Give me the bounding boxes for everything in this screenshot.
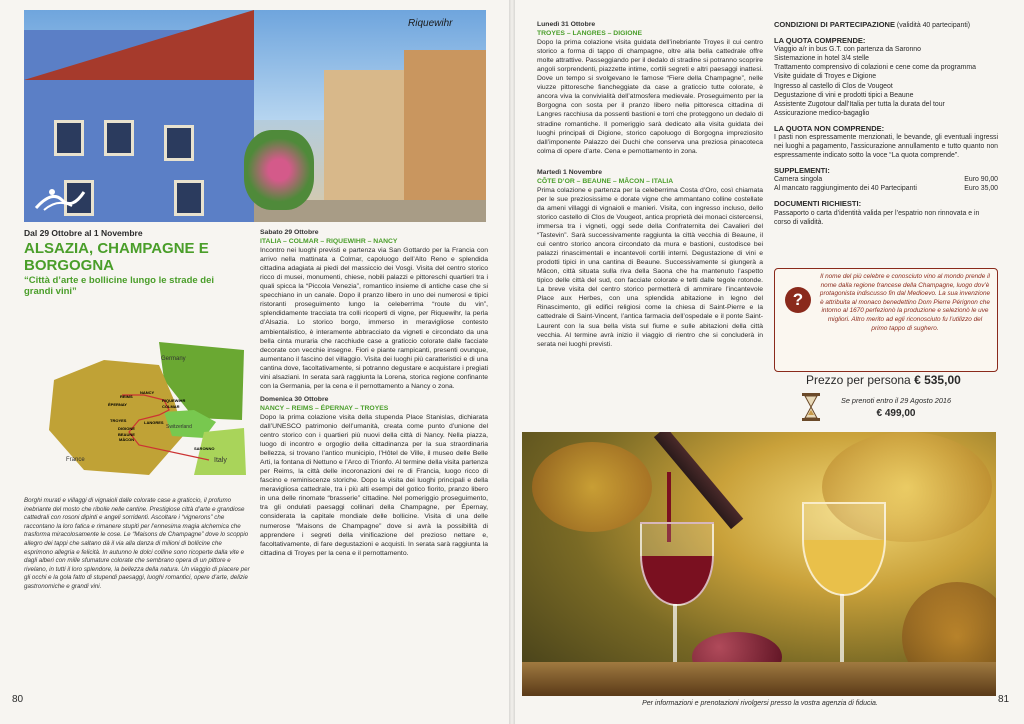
city-digione: DIGIONE [118,426,135,431]
include-item: Assistente Zugotour dall’Italia per tutta la durata del tour [774,100,945,108]
trivia-box [774,268,998,372]
excludes-heading: LA QUOTA NON COMPRENDE: [774,123,885,133]
include-item: Sistemazione in hotel 3/4 stelle [774,55,869,63]
supplement-row [774,175,998,184]
intro-text: Borghi murati e villaggi di vignaioli dalle colorate case a graticcio, il profumo inebriante del mosto che ribolle nelle cantine. Prestigiose città d’arte e grandiose cattedrali con rosoni dipinti e angeli sorridenti. Ascoltare i “vignerons” che raccontano la loro fatica e rimanere stupiti per l’ennesima magia alchemica che trasforma miracolosamente le cose. Le “Maisons de Champagne” dove lo scoppio allegro dei tappi che saltano dà il via alla danza di milioni di bollicine che esprimono allegria e felicità. In autunno le dolci colline sono ricoperte dalla vite e dagli alberi con mille sfumature colorate che sembrano opera di un pittore e rivelano, in tutti il loro splendore, la bellezza della natura. Un viaggio di piacere per gli occhi e la gola fatto di stupendi paesaggi, luoghi romantici, opere d’arte, delizie gastronomiche e grandi vini. [24,497,250,590]
price-line [806,373,961,387]
day3-text: Dopo la prima colazione visita guidata dell’inebriante Troyes il cui centro storico a forma di tappo di champagne, oltre alla bella cattedrale offre molte attrattive. Passeggiando per il dedalo di stradine si potranno scoprire angoli sorprendenti, piazzette intime, cortili segreti e altri paesaggi inattesi. Dove un tempo si svolgevano le famose “Fiere della Champagne”, nelle viuzze pittoresche fiancheggiate da case a graticcio tutte colorate, è ancora viva la convivialità dell’atmosfera medievale. Proseguimento per la Borgogna con sosta per il pranzo libero nella pittoresca cittadina di Langres racchiusa da possenti bastioni e torri che proteggono un dedalo di stradine romantiche. Il pomeriggio sarà dedicato alla visita guidata dei luoghi principali di Digione, storico capoluogo di Borgogna impreziosito dall’imponente Palazzo dei Duchi che conserva una preziosa pinacoteca colma di opere d’arte. Cena e pernottamento in zona. [537,39,763,155]
price-value: € 535,00 [914,373,961,387]
day3-route: TROYES – LANGRES – DIGIONE [537,30,642,38]
question-mark-icon: ? [785,287,811,313]
city-reims: REIMS [120,394,133,399]
supplement-value: Euro 35,00 [964,185,998,193]
city-nancy: NANCY [140,390,155,395]
trip-subtitle: “Città d’arte e bollicine lungo le strade dei grandi vini” [24,275,215,297]
map-label-italy: Italy [214,457,227,464]
city-macon: MÂCON [119,437,135,442]
include-item: Visite guidate di Troyes e Digione [774,73,877,81]
day4-route: CÔTE D’OR – BEAUNE – MÂCON – ITALIA [537,177,674,185]
itinerary-col-right [537,20,763,349]
early-booking-label: Se prenoti entro il 29 Agosto 2016 [840,396,952,405]
supplement-row [774,184,998,193]
include-item: Assicurazione medico-bagaglio [774,109,870,117]
day2-date: Domenica 30 Ottobre [260,395,329,403]
wine-photo [522,432,996,696]
conditions-note: (validità 40 partecipanti) [896,22,971,29]
docs-heading: DOCUMENTI RICHIESTI: [774,199,862,209]
conditions-section [774,20,998,227]
riquewihr-photo [24,10,486,222]
brand-logo-icon [32,182,88,214]
include-item: Trattamento comprensivo di colazioni e cene come da programma [774,64,976,72]
hourglass-icon [800,392,822,422]
city-beaune: BEAUNE [118,432,135,437]
early-booking-price: € 499,00 [876,408,916,419]
itinerary-col-left [260,228,488,558]
include-item: Ingresso al castello di Clos de Vougeot [774,82,893,90]
photo-caption: Riquewihr [408,18,453,29]
city-langres: LANGRES [144,420,164,425]
book-spine [509,0,515,724]
city-epernay: ÉPERNAY [108,402,127,407]
price-label: Prezzo per persona [806,373,911,387]
day1-route: ITALIA – COLMAR – RIQUEWIHR – NANCY [260,238,398,246]
trip-dates: Dal 29 Ottobre al 1 Novembre [24,228,143,238]
footer-note: Per informazioni e prenotazioni rivolgersi presso la vostra agenzia di fiducia. [642,700,878,707]
docs-text: Passaporto o carta d’identità valida per l’espatrio non rinnovata e in corso di validità. [774,209,980,226]
trivia-text: Il nome del più celebre e conosciuto vino al mondo prende il nome dalla regione francese della Champagne, luogo dov’è protagonista indiscusso fin dal Medioevo. La sua invenzione è attribuita al monaco benedettino Dom Pierre Pérignon che intorno al 1670 perfezionò la produzione e selezionò le uve migliori. Altro merito ad egli riconosciuto fu l’utilizzo del primo tappo di sughero. [819,273,991,332]
conditions-heading: CONDIZIONI DI PARTECIPAZIONE [774,20,895,29]
supplements-heading: SUPPLEMENTI: [774,166,830,176]
city-troyes: TROYES [110,418,127,423]
map-label-france: France [66,457,85,463]
city-riquewihr: RIQUEWIHR [162,398,186,403]
supplements-table [774,175,998,193]
supplement-label: Al mancato raggiungimento dei 40 Partecipanti [774,185,917,193]
include-item: Viaggio a/r in bus G.T. con partenza da Saronno [774,46,921,54]
page-number-right: 81 [998,694,1010,705]
day2-route: NANCY – REIMS – ÉPERNAY – TROYES [260,404,389,412]
includes-heading: LA QUOTA COMPRENDE: [774,36,866,46]
map-label-switzerland: Switzerland [166,424,192,430]
day2-text: Dopo la prima colazione visita della stupenda Place Stanislas, dichiarata dall’UNESCO patrimonio dell’umanità, creata come punto d’unione del centro storico con i quartieri più nuovi della città di Nancy. Nella piazza, luogo di incontro e orgoglio della cittadinanza per la sua straordinaria bellezza, si trovano l’antico municipio, l’Hôtel de Ville, il museo delle Belle Arti, la fontana di Nettuno e l’Arco di Trionfo. Al termine della visita partenza per Reims, la città delle incoronazioni dei re di Francia, luogo ricco di fascino e reminiscenze storiche. Dopo la visita dei luoghi principali e della meravigliosa cattedrale, tra i più alti esempi del gotico fiorito, pranzo libero in una delle rinomate “brasserie” cittadine. Nel pomeriggio proseguimento, tra gli ondulati paesaggi collinari della Champagne, per Épernay, considerata la capitale mondiale delle bollicine. Visita di una delle numerose “Maisons de Champagne” dove si avrà la possibilità di apprendere i segreti della vinificazione del prezioso nettare e, facoltativamente, di fare degustazioni e acquisti. In serata sarà raggiunta la cittadina di Troyes per la cena e il pernottamento. [260,413,488,557]
city-saronno: SARONNO [194,446,215,451]
page-number-left: 80 [12,694,24,705]
day1-date: Sabato 29 Ottobre [260,229,319,236]
day1-text: Incontro nei luoghi previsti e partenza via San Gottardo per la Francia con arrivo nella mattinata a Colmar, capoluogo dell’Alto Reno e splendida cittadina adagiata ai piedi del massiccio dei Vosgi. Visita del centro storico ricco di musei, monumenti, chiese, nobili palazzi e pittoreschi quartieri tra i quali spicca la “Piccola Venezia”, romantico insieme di antiche case che si specchiano in un canale. Dopo il pranzo libero in uno dei numerosi e tipici ristoranti proseguimento lungo la celeberrima “route du vin”, splendidamente tracciata tra colli ricoperti di vigne, per Riquewihr, la perla d’Alsazia. Lo storico borgo, immerso in meravigliose contesto ambientalistico, è interamente abbracciato da vigneti e circondato da una bella cinta muraria che racchiude case a graticcio colorate dalle facciate decorate con vecchie insegne. Fiori e piante rampicanti, presenti ovunque, aumentano il fascino del villaggio. Visita dei luoghi più caratteristici e di una cantina dove, facoltativamente, si potranno degustare e acquistare i pregiati vini alsaziani. In serata sarà raggiunta la Lorena, storica regione confinante con la Germania, per la cena e il pernottamento a Nancy o zona. [260,247,488,390]
supplement-label: Camera singola [774,176,823,184]
excludes-text: I pasti non espressamente menzionati, le bevande, gli eventuali ingressi nei luoghi a pagamento, l’assicurazione annullamento e tutto quanto non espressamente indicato sotto la voce “La quota comprende”. [774,134,998,160]
city-colmar: COLMAR [162,404,180,409]
trip-title: ALSAZIA, CHAMPAGNE E BORGOGNA [24,240,209,274]
include-item: Degustazione di vini e prodotti tipici a Beaune [774,91,914,99]
day4-date: Martedì 1 Novembre [537,168,602,176]
supplement-value: Euro 90,00 [964,176,998,184]
day4-text: Prima colazione e partenza per la celeberrima Costa d’Oro, così chiamata per le sue preziosissime e dorate vigne che ammantano colline costellate da ameni villaggi di vignaioli e manieri. Visita, con ingresso incluso, dello storico castello di Clos de Vougeot, antica proprietà dei monaci cistercensi, immersa tra i vigneti, oggi sede della Confraternita dei Cavalieri del “Tastevin”. Sarà successivamente raggiunta la città vecchia di Beaune, il cui centro storico ancora circondato da mura e bastioni, custodisce bei palazzi rinascimentali e incantevoli cortili interni. Degustazione di vini e prodotti tipici in una cantina di Beaune. Successivamente si giungerà a Mâcon, città situata sulla riva della Saona che ha mantenuto l’aspetto tipico delle città del sud, con facciate colorate e tetti dalle tegole rotonde. La breve visita del centro storico permetterà di ammirare l’incantevole Place aux Herbes, con una splendida abitazione in legno del Rinascimento, gli edifici religiosi come la chiesa di Saint-Pierre e la cattedrale di Saint-Vincent, l’antica farmacia dell’ospedale e il ponte Saint-Laurent con la sua bella vista sul fiume e sulle abitazioni della città vecchia. Al termine avrà inizio il viaggio di rientro che si concluderà in serata nei luoghi previsti. [537,186,763,348]
day3-date: Lunedì 31 Ottobre [537,21,596,28]
route-map [44,340,249,480]
map-label-germany: Germany [161,356,186,362]
